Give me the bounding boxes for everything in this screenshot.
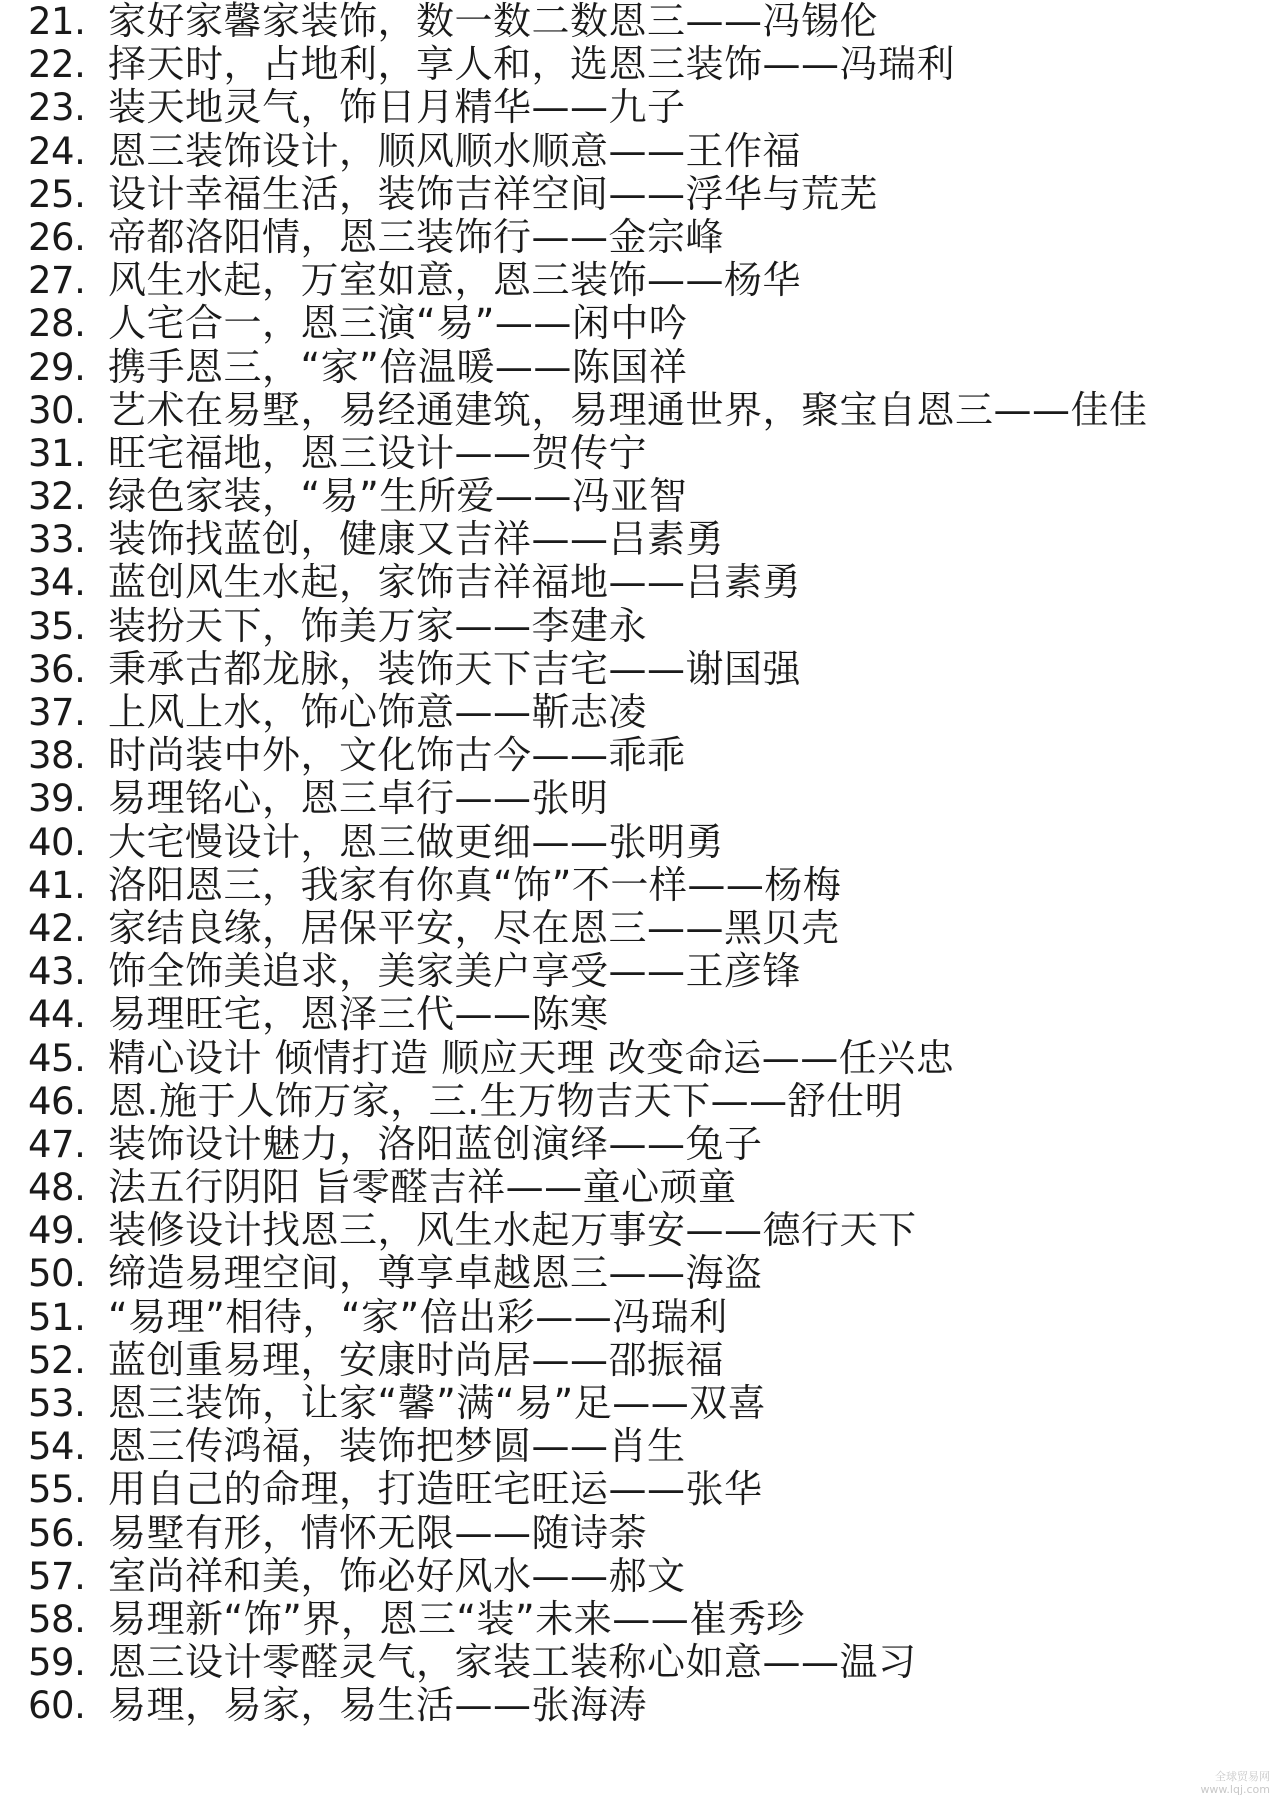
list-item <box>28 1684 1268 1727</box>
item-number: 31. <box>28 431 86 475</box>
item-number: 47. <box>28 1122 86 1166</box>
item-number: 44. <box>28 993 86 1037</box>
list-item <box>28 1382 1268 1425</box>
item-number: 45. <box>28 1036 86 1080</box>
item-number: 43. <box>28 950 86 994</box>
list-item <box>28 1123 1268 1166</box>
item-text: 易墅有形，情怀无限——随诗荼 <box>108 1510 648 1555</box>
item-text: 恩三设计零醛灵气，家装工装称心如意——温习 <box>108 1640 917 1685</box>
item-text: 法五行阴阳 旨零醛吉祥——童心顽童 <box>108 1165 737 1210</box>
item-text: 易理，易家，易生活——张海涛 <box>108 1683 648 1728</box>
item-text: 恩三装饰设计，顺风顺水顺意——王作福 <box>108 128 802 173</box>
list-item <box>28 1166 1268 1209</box>
list-item <box>28 173 1268 216</box>
item-number: 27. <box>28 259 86 303</box>
item-text: 绿色家装，“易”生所爱——冯亚智 <box>108 474 688 519</box>
item-text: 上风上水，饰心饰意——靳志凌 <box>108 690 648 734</box>
item-number: 21. <box>28 0 86 43</box>
list-item <box>28 1468 1268 1511</box>
item-text: 大宅慢设计，恩三做更细——张明勇 <box>108 819 725 864</box>
item-text: 恩.施于人饰万家，三.生万物吉天下——舒仕明 <box>108 1078 904 1123</box>
list-item <box>28 1641 1268 1684</box>
item-number: 38. <box>28 734 86 778</box>
list-item <box>28 259 1268 302</box>
item-number: 52. <box>28 1338 86 1382</box>
list-item <box>28 1512 1268 1555</box>
item-number: 46. <box>28 1079 86 1123</box>
list-item <box>28 130 1268 173</box>
list-item <box>28 1209 1268 1252</box>
list-item <box>28 475 1268 518</box>
item-text: 蓝创重易理，安康时尚居——邵振福 <box>108 1337 725 1382</box>
item-text: 用自己的命理，打造旺宅旺运——张华 <box>108 1467 763 1512</box>
watermark-line-1: 全球贸易网 <box>1215 1770 1270 1783</box>
item-number: 26. <box>28 215 86 259</box>
list-item <box>28 1555 1268 1598</box>
item-number: 48. <box>28 1166 86 1210</box>
item-number: 24. <box>28 129 86 173</box>
list-item <box>28 821 1268 864</box>
item-text: 择天时，占地利，享人和，选恩三装饰——冯瑞利 <box>108 42 956 87</box>
item-text: 装扮天下，饰美万家——李建永 <box>108 603 648 648</box>
item-number: 22. <box>28 43 86 87</box>
list-item <box>28 0 1268 43</box>
list-item <box>28 86 1268 129</box>
list-item <box>28 605 1268 648</box>
item-number: 35. <box>28 604 86 648</box>
list-item <box>28 864 1268 907</box>
list-item <box>28 907 1268 950</box>
item-text: 装天地灵气，饰日月精华——九子 <box>108 85 686 130</box>
list-item <box>28 216 1268 259</box>
list-item <box>28 1425 1268 1468</box>
list-item <box>28 1339 1268 1382</box>
list-item <box>28 561 1268 604</box>
item-text: 装饰设计魅力，洛阳蓝创演绎——兔子 <box>108 1121 763 1166</box>
item-text: 家好家馨家装饰，数一数二数恩三——冯锡伦 <box>108 0 879 43</box>
item-number: 23. <box>28 86 86 130</box>
item-text: 装饰找蓝创，健康又吉祥——吕素勇 <box>108 517 725 562</box>
item-text: 艺术在易墅，易经通建筑，易理通世界，聚宝自恩三——佳佳 <box>108 387 1148 432</box>
item-text: 饰全饰美追求，美家美户享受——王彦锋 <box>108 949 802 994</box>
item-text: 室尚祥和美，饰必好风水——郝文 <box>108 1553 686 1598</box>
item-number: 30. <box>28 388 86 432</box>
list-item <box>28 950 1268 993</box>
item-number: 42. <box>28 906 86 950</box>
list-item <box>28 432 1268 475</box>
item-text: 精心设计 倾情打造 顺应天理 改变命运——任兴忠 <box>108 1035 955 1080</box>
item-text: 恩三传鸿福，装饰把梦圆——肖生 <box>108 1424 686 1469</box>
item-number: 51. <box>28 1295 86 1339</box>
item-text: 装修设计找恩三，风生水起万事安——德行天下 <box>108 1208 917 1253</box>
item-text: 帝都洛阳情，恩三装饰行——金宗峰 <box>108 214 725 259</box>
item-text: 旺宅福地，恩三设计——贺传宁 <box>108 430 648 475</box>
item-number: 54. <box>28 1425 86 1469</box>
item-text: 缔造易理空间，尊享卓越恩三——海盗 <box>108 1251 763 1296</box>
list-item <box>28 43 1268 86</box>
item-number: 40. <box>28 820 86 864</box>
item-number: 36. <box>28 647 86 691</box>
item-number: 55. <box>28 1468 86 1512</box>
item-number: 37. <box>28 691 86 734</box>
item-number: 25. <box>28 172 86 216</box>
item-text: 人宅合一，恩三演“易”——闲中吟 <box>108 301 688 346</box>
item-number: 49. <box>28 1209 86 1253</box>
list-item <box>28 1296 1268 1339</box>
item-number: 50. <box>28 1252 86 1296</box>
list-item <box>28 518 1268 561</box>
item-text: 易理铭心，恩三卓行——张明 <box>108 776 609 821</box>
list-item <box>28 691 1268 734</box>
item-number: 33. <box>28 518 86 562</box>
item-text: 洛阳恩三，我家有你真“饰”不一样——杨梅 <box>108 862 842 907</box>
item-number: 32. <box>28 475 86 519</box>
item-number: 39. <box>28 777 86 821</box>
item-text: 易理旺宅，恩泽三代——陈寒 <box>108 992 609 1037</box>
list-item <box>28 346 1268 389</box>
watermark <box>1200 1770 1270 1796</box>
watermark-line-2: www.lqj.com <box>1200 1783 1270 1796</box>
item-text: 时尚装中外，文化饰古今——乖乖 <box>108 733 686 778</box>
list-item <box>28 777 1268 820</box>
list-item <box>28 993 1268 1036</box>
list-item <box>28 1598 1268 1641</box>
item-text: 恩三装饰，让家“馨”满“易”足——双喜 <box>108 1381 767 1425</box>
item-number: 56. <box>28 1511 86 1555</box>
item-text: 易理新“饰”界，恩三“装”未来——崔秀珍 <box>108 1596 805 1641</box>
item-number: 59. <box>28 1641 86 1685</box>
slogan-list <box>28 0 1268 1728</box>
item-text: 风生水起，万室如意，恩三装饰——杨华 <box>108 258 802 303</box>
item-text: “易理”相待，“家”倍出彩——冯瑞利 <box>108 1294 728 1339</box>
item-number: 60. <box>28 1684 86 1728</box>
item-text: 家结良缘，居保平安，尽在恩三——黑贝壳 <box>108 905 840 950</box>
item-number: 53. <box>28 1382 86 1425</box>
item-number: 57. <box>28 1554 86 1598</box>
item-text: 设计幸福生活，装饰吉祥空间——浮华与荒芜 <box>108 171 879 216</box>
item-number: 58. <box>28 1597 86 1641</box>
list-item <box>28 1037 1268 1080</box>
item-number: 34. <box>28 561 86 605</box>
item-text: 秉承古都龙脉，装饰天下吉宅——谢国强 <box>108 646 802 691</box>
item-number: 28. <box>28 302 86 346</box>
item-text: 携手恩三，“家”倍温暖——陈国祥 <box>108 344 688 389</box>
item-text: 蓝创风生水起，家饰吉祥福地——吕素勇 <box>108 560 802 605</box>
list-item <box>28 1080 1268 1123</box>
item-number: 29. <box>28 345 86 389</box>
list-item <box>28 648 1268 691</box>
list-item <box>28 734 1268 777</box>
list-item <box>28 1252 1268 1295</box>
item-number: 41. <box>28 863 86 907</box>
list-item <box>28 389 1268 432</box>
list-item <box>28 302 1268 345</box>
